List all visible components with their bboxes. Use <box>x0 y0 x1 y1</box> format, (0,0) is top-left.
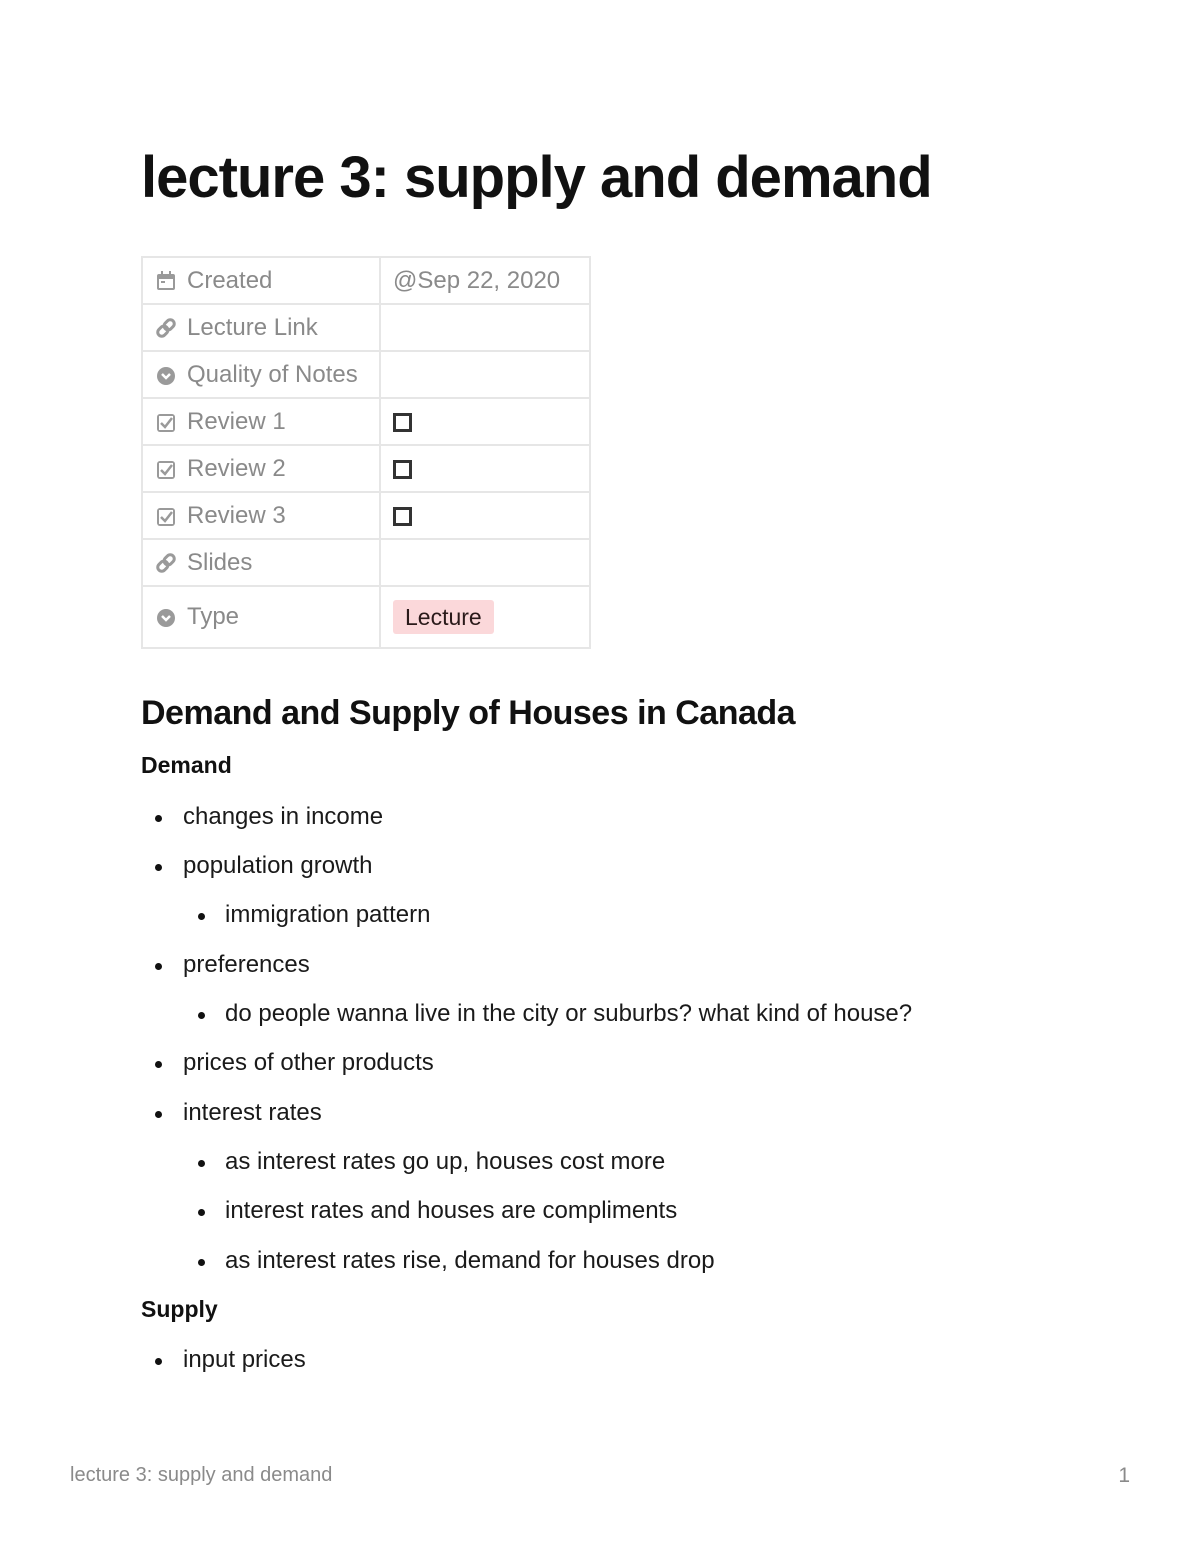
list-item: interest rates <box>183 1099 322 1126</box>
bullet-dot <box>155 864 162 871</box>
list-item: immigration pattern <box>225 901 431 928</box>
property-row-type <box>142 586 590 648</box>
section-heading: Demand and Supply of Houses in Canada <box>141 694 796 732</box>
bullet-dot <box>155 1061 162 1068</box>
property-label: Slides <box>187 548 253 576</box>
footer-title: lecture 3: supply and demand <box>70 1464 333 1486</box>
property-row-review-1 <box>142 398 590 445</box>
demand-heading: Demand <box>141 752 232 778</box>
list-item: preferences <box>183 951 310 978</box>
bullet-dot <box>198 1160 205 1167</box>
property-label: Lecture Link <box>187 313 318 341</box>
link-icon <box>155 552 177 574</box>
review-3-checkbox[interactable] <box>393 507 412 526</box>
bullet-dot <box>155 1111 162 1118</box>
property-row-created <box>142 257 590 304</box>
page-number: 1 <box>1118 1464 1130 1487</box>
property-row-lecture-link <box>142 304 590 351</box>
property-row-review-2 <box>142 445 590 492</box>
bullet-dot <box>155 1358 162 1365</box>
type-tag[interactable]: Lecture <box>393 600 494 634</box>
checkbox-icon <box>155 505 177 527</box>
created-date[interactable]: @Sep 22, 2020 <box>393 266 561 294</box>
checkbox-icon <box>155 458 177 480</box>
property-label: Review 1 <box>187 407 286 435</box>
review-2-checkbox[interactable] <box>393 460 412 479</box>
list-item: population growth <box>183 852 373 879</box>
list-item: do people wanna live in the city or suburbs? what kind of house? <box>225 1000 913 1027</box>
bullet-dot <box>198 1259 205 1266</box>
bullet-dot <box>198 1209 205 1216</box>
list-item: as interest rates rise, demand for houses drop <box>225 1247 715 1274</box>
page-title: lecture 3: supply and demand <box>141 145 932 210</box>
property-row-quality <box>142 351 590 398</box>
property-row-review-3 <box>142 492 590 539</box>
review-1-checkbox[interactable] <box>393 413 412 432</box>
link-icon <box>155 317 177 339</box>
list-item: prices of other products <box>183 1049 434 1076</box>
property-label: Review 2 <box>187 454 286 482</box>
select-icon <box>155 606 177 628</box>
property-label: Created <box>187 266 273 294</box>
property-label: Quality of Notes <box>187 360 358 388</box>
list-item: as interest rates go up, houses cost more <box>225 1148 666 1175</box>
bullet-dot <box>155 963 162 970</box>
property-label: Review 3 <box>187 501 286 529</box>
select-icon <box>155 364 177 386</box>
property-row-slides <box>142 539 590 586</box>
list-item: interest rates and houses are compliments <box>225 1197 678 1224</box>
calendar-icon <box>155 270 177 292</box>
list-item: changes in income <box>183 803 384 830</box>
property-label: Type <box>187 603 240 630</box>
list-item: input prices <box>183 1346 306 1373</box>
checkbox-icon <box>155 411 177 433</box>
bullet-dot <box>198 1012 205 1019</box>
supply-heading: Supply <box>141 1296 218 1322</box>
properties-table <box>141 256 591 649</box>
bullet-dot <box>198 913 205 920</box>
bullet-dot <box>155 815 162 822</box>
